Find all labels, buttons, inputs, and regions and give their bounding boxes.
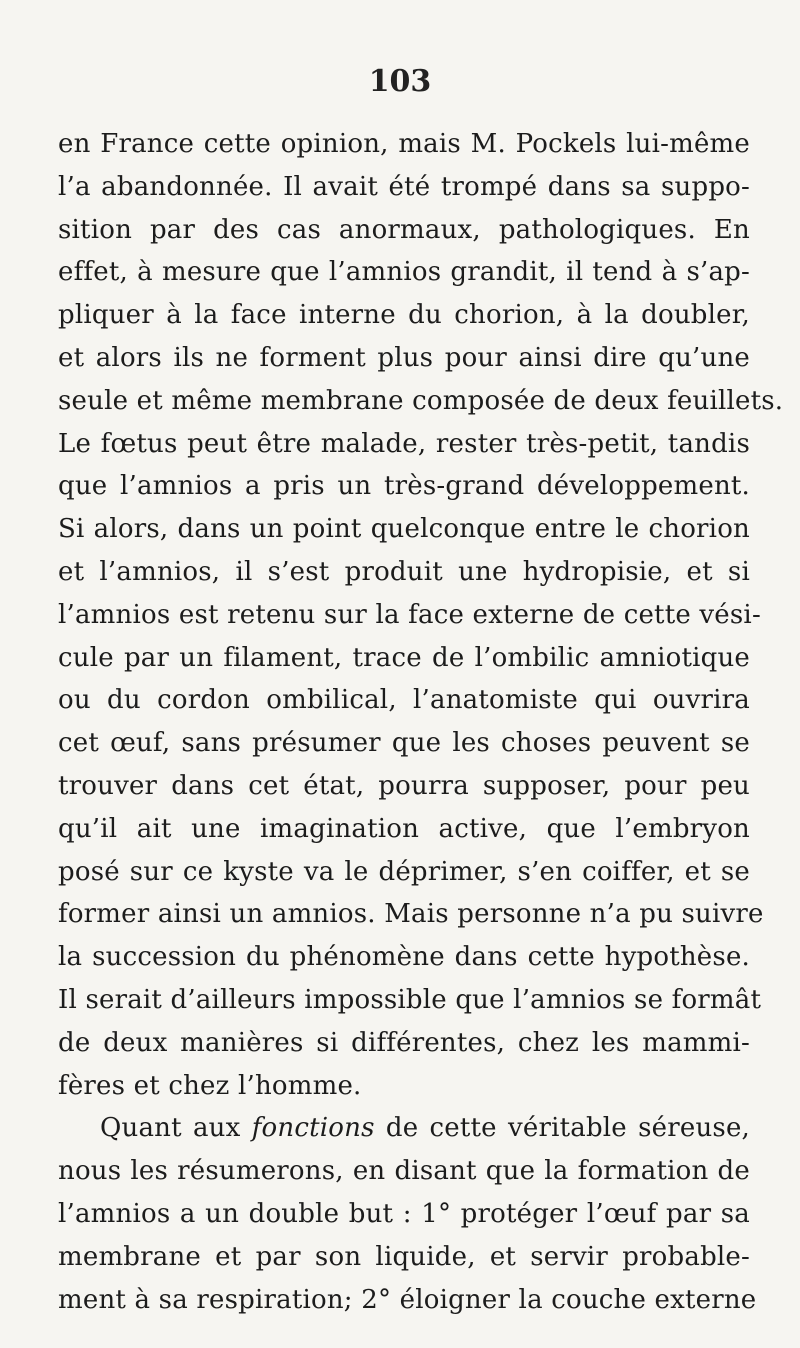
text-line: l’amnios a un double but : 1° protéger l’œuf par sa [58, 1198, 750, 1229]
text-line: effet, à mesure que l’amnios grandit, il tend à s’ap- [58, 257, 750, 288]
text-line: cule par un filament, trace de l’ombilic amniotique [58, 642, 750, 673]
text-line: seule et même membrane composée de deux feuillets. [58, 385, 784, 416]
text-line: de deux manières si différentes, chez les mammi- [58, 1027, 750, 1058]
text-line: et alors ils ne forment plus pour ainsi dire qu’une [58, 342, 750, 373]
text-line: nous les résumerons, en disant que la formation de [58, 1156, 750, 1187]
text-line: Le fœtus peut être malade, rester très-petit, tandis [58, 428, 750, 459]
text-line: la succession du phénomène dans cette hypothèse. [58, 942, 750, 973]
text-line: pliquer à la face interne du chorion, à la doubler, [58, 300, 750, 331]
page-number: 103 [368, 64, 432, 99]
text-line: trouver dans cet état, pourra supposer, pour peu [58, 770, 750, 801]
text-line: en France cette opinion, mais M. Pockels lui-même [58, 129, 750, 159]
text-line: posé sur ce kyste va le déprimer, s’en coiffer, et se [58, 856, 750, 887]
text-line: l’a abandonnée. Il avait été trompé dans sa suppo- [58, 171, 750, 202]
text-line: et l’amnios, il s’est produit une hydropisie, et si [58, 556, 750, 587]
text-span: Quant aux [100, 1113, 252, 1144]
text-line: ment à sa respiration; 2° éloigner la couche externe [58, 1284, 757, 1315]
text-line: former ainsi un amnios. Mais personne n’a pu suivre [58, 899, 764, 930]
paragraph-opening-line [58, 1107, 750, 1150]
text-line: fères et chez l’homme. [58, 1070, 362, 1101]
text-line: Il serait d’ailleurs impossible que l’amnios se formât [58, 984, 762, 1015]
body-text [58, 123, 784, 1321]
text-line: Si alors, dans un point quelconque entre le chorion [58, 514, 750, 545]
text-line: l’amnios est retenu sur la face externe de cette vési- [58, 599, 761, 630]
text-line: cet œuf, sans présumer que les choses peuvent se [58, 728, 750, 759]
text-line: membrane et par son liquide, et servir probable- [58, 1241, 750, 1272]
text-line: sition par des cas anormaux, pathologiques. En [58, 214, 750, 245]
text-line: que l’amnios a pris un très-grand développement. [58, 471, 750, 502]
text-span: de cette véritable séreuse, [374, 1113, 750, 1144]
text-line: ou du cordon ombilical, l’anatomiste qui ouvrira [58, 685, 750, 716]
italic-term: fonctions [251, 1113, 375, 1144]
text-line: qu’il ait une imagination active, que l’embryon [58, 813, 750, 844]
